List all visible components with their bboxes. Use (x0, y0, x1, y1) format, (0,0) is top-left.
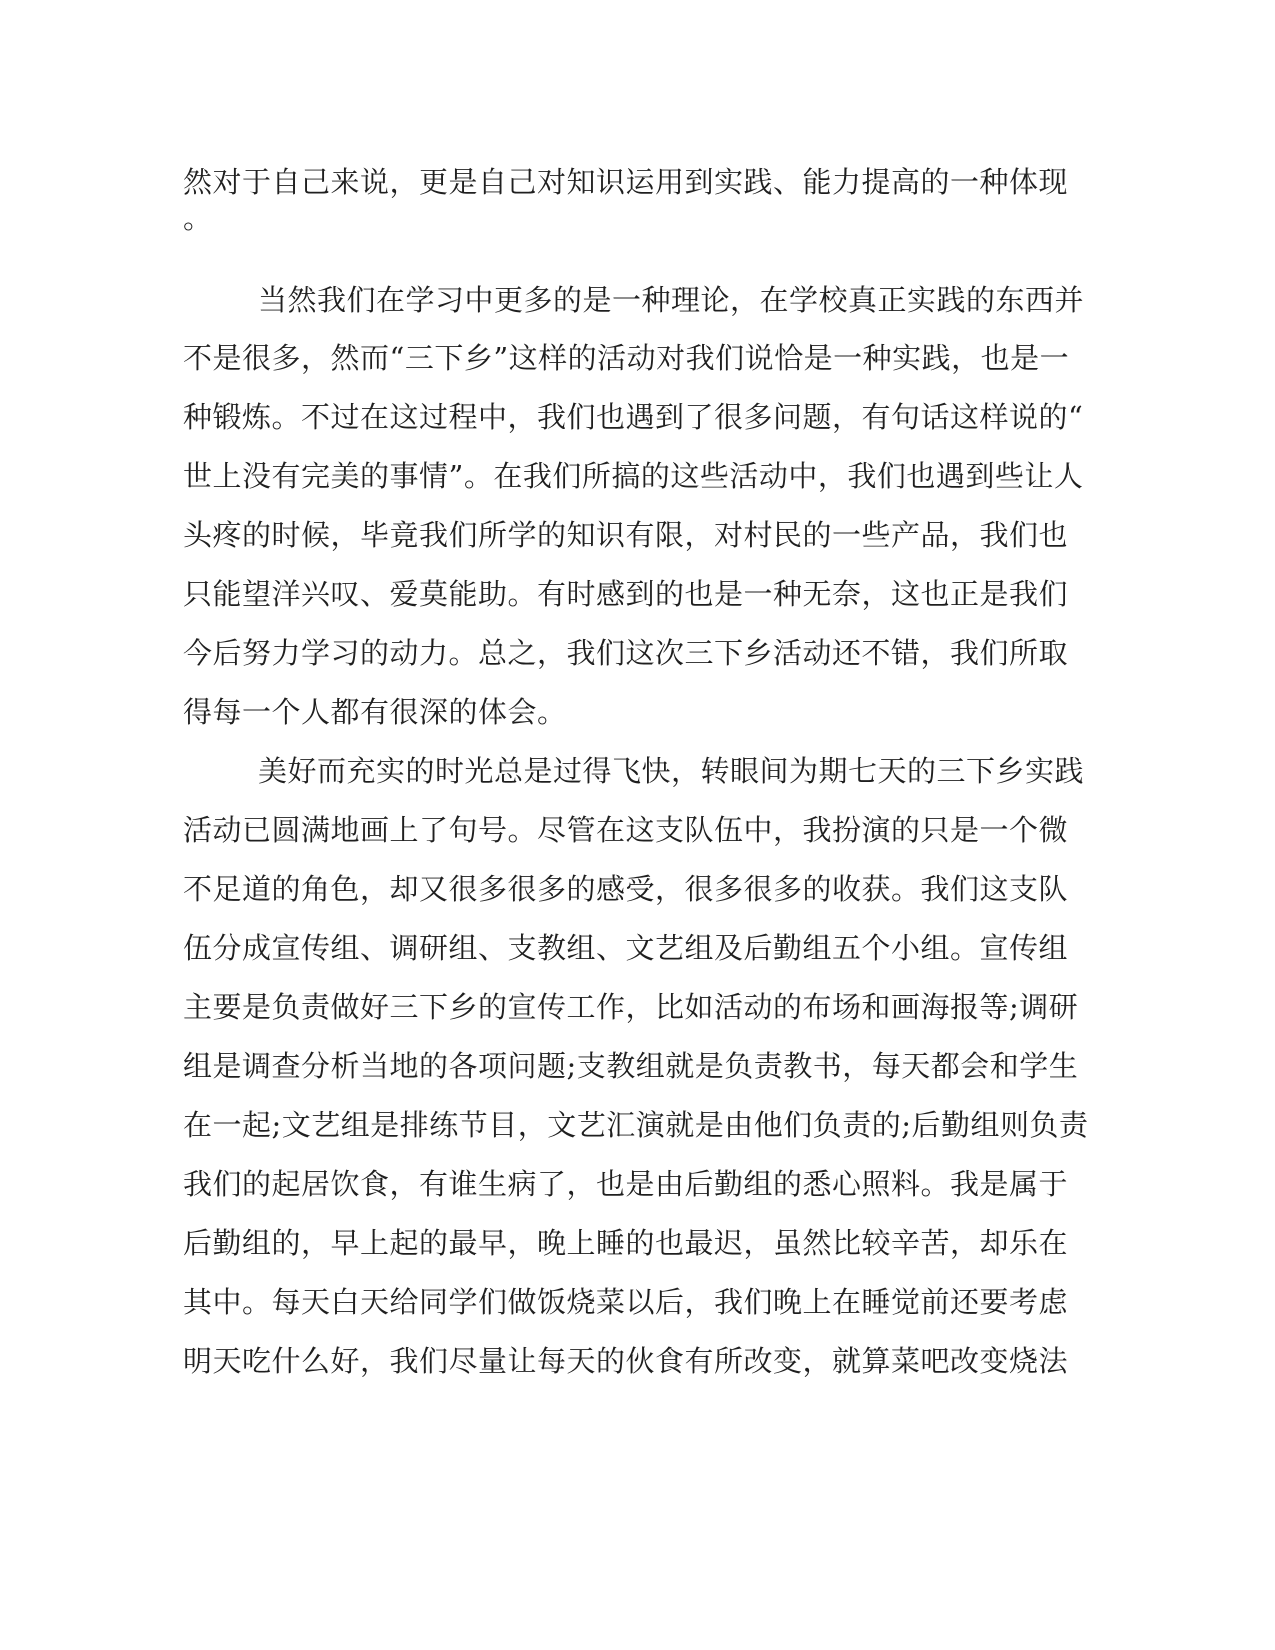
text-line: 后勤组的，早上起的最早，晚上睡的也最迟，虽然比较辛苦，却乐在 (183, 1226, 1069, 1260)
text-line: 然对于自己来说，更是自己对知识运用到实践、能力提高的一种体现 (183, 165, 1069, 199)
paragraph-first-line: 当然我们在学习中更多的是一种理论，在学校真正实践的东西并 (258, 283, 1085, 317)
text-line: 主要是负责做好三下乡的宣传工作，比如活动的布场和画海报等;调研 (183, 990, 1079, 1024)
text-line: 其中。每天白天给同学们做饭烧菜以后，我们晚上在睡觉前还要考虑 (183, 1285, 1069, 1319)
text-line: 组是调查分析当地的各项问题;支教组就是负责教书，每天都会和学生 (183, 1049, 1079, 1083)
text-line: 明天吃什么好，我们尽量让每天的伙食有所改变，就算菜吧改变烧法 (183, 1344, 1069, 1378)
paragraph-first-line: 美好而充实的时光总是过得飞快，转眼间为期七天的三下乡实践 (258, 754, 1085, 788)
text-line: 。 (183, 201, 213, 235)
text-line: 今后努力学习的动力。总之，我们这次三下乡活动还不错，我们所取 (183, 636, 1069, 670)
text-line: 我们的起居饮食，有谁生病了，也是由后勤组的悉心照料。我是属于 (183, 1167, 1069, 1201)
text-line: 不足道的角色，却又很多很多的感受，很多很多的收获。我们这支队 (183, 872, 1069, 906)
text-line: 头疼的时候，毕竟我们所学的知识有限，对村民的一些产品，我们也 (183, 518, 1069, 552)
text-line: 在一起;文艺组是排练节目，文艺汇演就是由他们负责的;后勤组则负责 (183, 1108, 1089, 1142)
text-line: 伍分成宣传组、调研组、支教组、文艺组及后勤组五个小组。宣传组 (183, 931, 1069, 965)
text-line: 得每一个人都有很深的体会。 (183, 695, 567, 729)
text-line: 只能望洋兴叹、爱莫能助。有时感到的也是一种无奈，这也正是我们 (183, 577, 1069, 611)
text-line: 活动已圆满地画上了句号。尽管在这支队伍中，我扮演的只是一个微 (183, 813, 1069, 847)
text-line: 世上没有完美的事情”。在我们所搞的这些活动中，我们也遇到些让人 (183, 459, 1084, 493)
text-line: 种锻炼。不过在这过程中，我们也遇到了很多问题，有句话这样说的“ (183, 400, 1084, 434)
text-line: 不是很多，然而“三下乡”这样的活动对我们说恰是一种实践，也是一 (183, 341, 1070, 375)
